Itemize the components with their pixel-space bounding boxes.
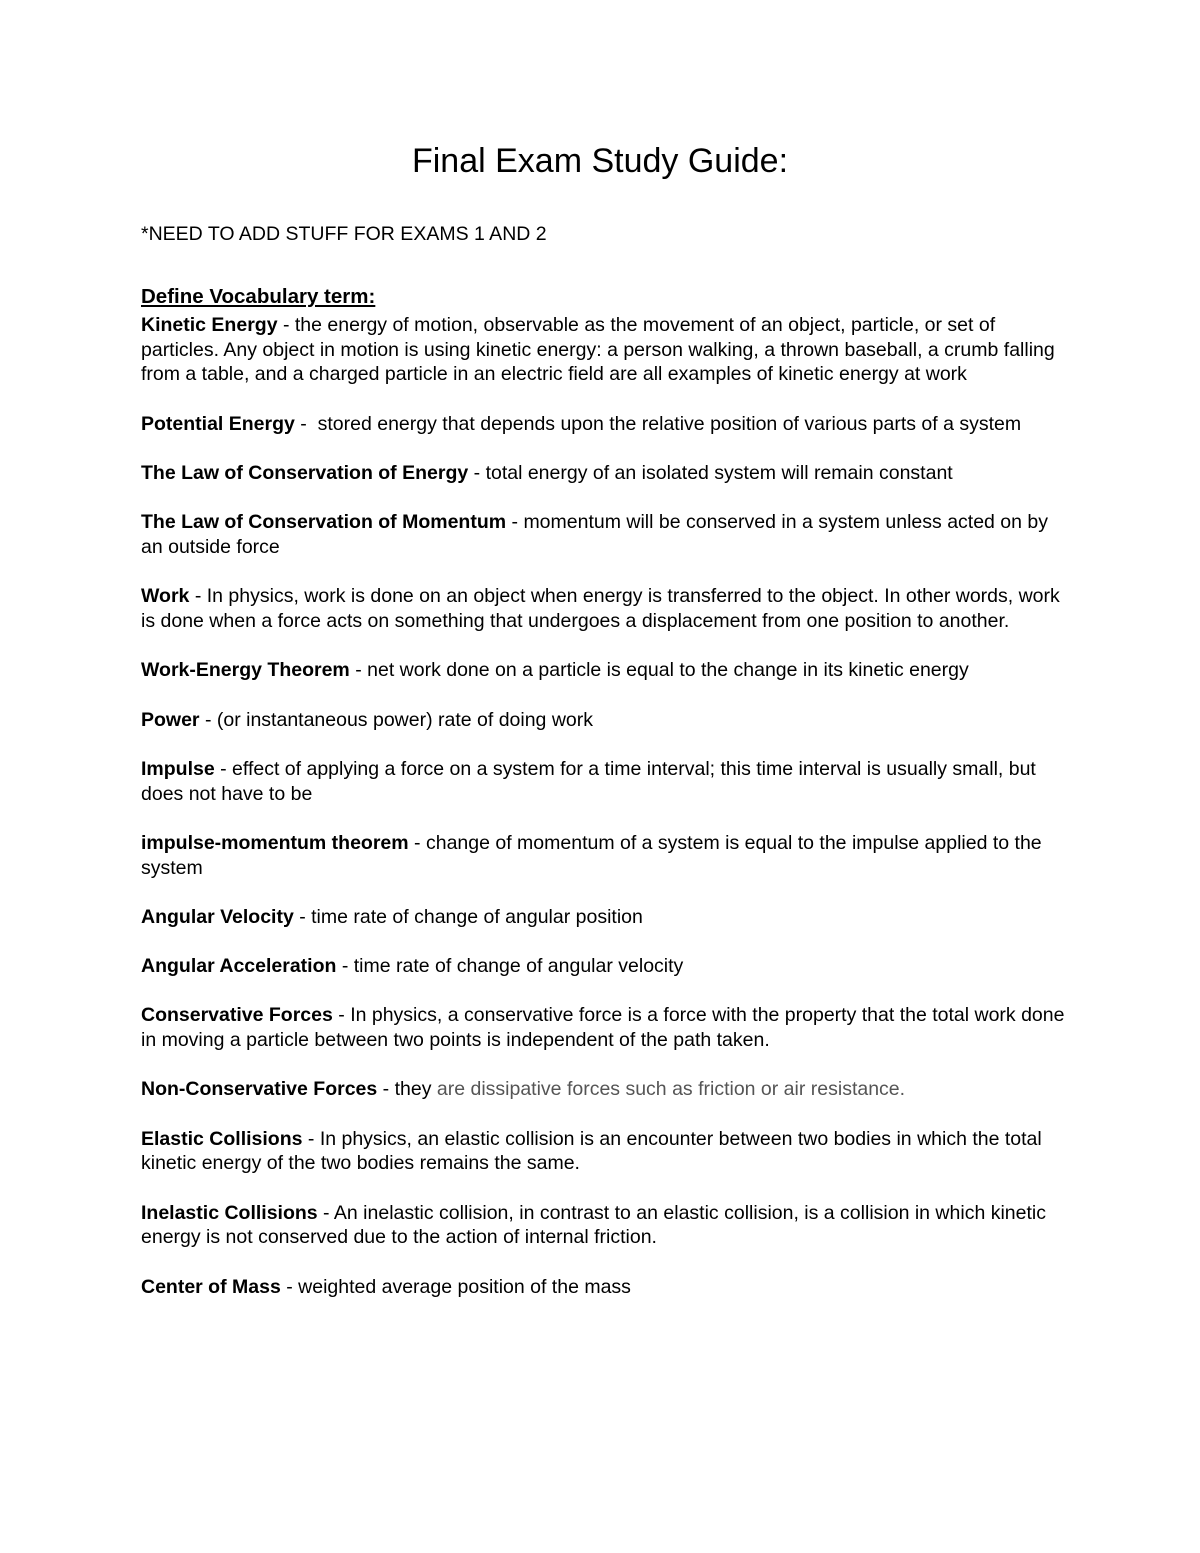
definition: change of momentum of a system is equal to the impulse applied to the system [141, 831, 1042, 879]
term: Work-Energy Theorem [141, 659, 350, 682]
term: Impulse [141, 757, 215, 780]
definition: effect of applying a force on a system for a time interval; this time interval is usually small, but does not have to be [141, 757, 1036, 805]
separator: - [302, 1127, 320, 1150]
definition-entry-non-conservative-forces [141, 1077, 1066, 1102]
definitions-list [141, 313, 1066, 1324]
separator: - [408, 831, 426, 854]
definition: total energy of an isolated system will remain constant [485, 462, 953, 484]
separator: - [294, 412, 318, 435]
todo-note: *NEED TO ADD STUFF FOR EXAMS 1 AND 2 [141, 223, 547, 245]
definition-entry-impulse [141, 757, 1066, 806]
term: Work [141, 585, 190, 608]
separator: - [189, 585, 207, 608]
definition: the energy of motion, observable as the movement of an object, particle, or set of particles. Any object in motion is using kinetic energy: a person walking, a thrown baseball, a crumb falling from a table, and a charged particle in an electric field are all examples of kinetic energy at work [141, 314, 1055, 386]
separator: - [349, 659, 368, 682]
definition: In physics, an elastic collision is an encounter between two bodies in which the total kinetic energy of the two bodies remains the same. [141, 1127, 1042, 1175]
definition: they [394, 1078, 437, 1101]
term: Angular Acceleration [141, 955, 337, 978]
definition-muted: are dissipative forces such as friction or air resistance. [436, 1078, 906, 1101]
term: impulse-momentum theorem [141, 831, 409, 854]
definition-entry-conservation-of-momentum [141, 510, 1066, 559]
separator: - [280, 1275, 299, 1298]
definition: In physics, work is done on an object when energy is transferred to the object. In other words, work is done when a force acts on something that undergoes a displacement from one position to another. [141, 585, 1060, 632]
term: The Law of Conservation of Energy [141, 462, 469, 484]
definition-entry-potential-energy [141, 412, 1066, 437]
definition: (or instantaneous power) rate of doing work [216, 708, 593, 731]
separator: - [336, 955, 354, 978]
separator: - [199, 708, 217, 731]
separator: - [214, 757, 233, 780]
term: Conservative Forces [141, 1004, 333, 1027]
definition-entry-inelastic-collisions [141, 1201, 1066, 1250]
definition: In physics, a conservative force is a force with the property that the total work done in moving a particle between two points is independent of the path taken. [141, 1004, 1065, 1052]
term: Angular Velocity [141, 905, 294, 928]
definition-entry-center-of-mass [141, 1275, 1066, 1300]
separator: - [377, 1078, 395, 1101]
definition-entry-work-energy-theorem [141, 658, 1066, 683]
term: Power [141, 708, 200, 731]
definition-entry-conservative-forces [141, 1003, 1066, 1052]
separator: - [277, 314, 295, 336]
definition-entry-elastic-collisions [141, 1127, 1066, 1176]
definition-entry-work [141, 584, 1066, 633]
term: Center of Mass [141, 1275, 281, 1298]
definition: momentum will be conserved in a system unless acted on by an outside force [141, 511, 1049, 558]
separator: - [332, 1004, 351, 1027]
definition: stored energy that depends upon the relative position of various parts of a system [317, 412, 1022, 435]
term: Non-Conservative Forces [141, 1078, 378, 1101]
separator: - [293, 905, 312, 928]
definition: net work done on a particle is equal to the change in its kinetic energy [367, 659, 969, 682]
definition-entry-power [141, 708, 1066, 733]
term: Potential Energy [141, 412, 295, 435]
definition-entry-conservation-of-energy [141, 461, 1066, 486]
term: Kinetic Energy [141, 314, 278, 336]
term: The Law of Conservation of Momentum [141, 511, 507, 534]
term: Elastic Collisions [141, 1127, 303, 1150]
definition-entry-kinetic-energy [141, 313, 1066, 387]
separator: - [506, 511, 524, 534]
section-heading: Define Vocabulary term: [141, 285, 376, 308]
definition-entry-angular-acceleration [141, 954, 1066, 979]
definition: time rate of change of angular velocity [353, 955, 684, 978]
definition: time rate of change of angular position [311, 905, 643, 928]
document-title: Final Exam Study Guide: [411, 142, 789, 180]
separator: - [317, 1201, 334, 1224]
definition: weighted average position of the mass [298, 1275, 631, 1298]
definition: An inelastic collision, in contrast to an elastic collision, is a collision in which kinetic energy is not conserved due to the action of internal friction. [141, 1201, 1046, 1249]
term: Inelastic Collisions [141, 1201, 318, 1224]
definition-entry-angular-velocity [141, 905, 1066, 930]
separator: - [468, 462, 486, 484]
definition-entry-impulse-momentum-theorem [141, 831, 1066, 880]
